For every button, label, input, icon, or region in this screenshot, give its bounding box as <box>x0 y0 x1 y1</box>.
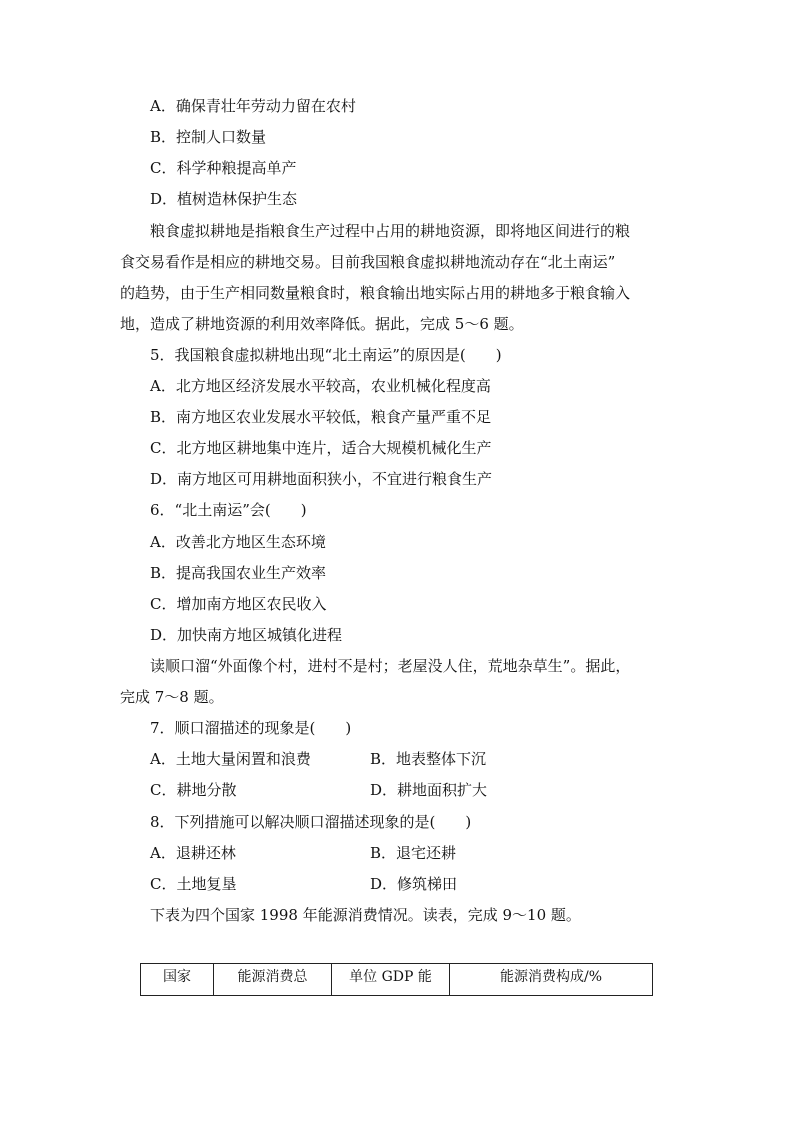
table-header-cell: 国家 <box>141 964 214 996</box>
q4-option-a: A．确保青壮年劳动力留在农村 <box>150 97 356 115</box>
q8-option-b: B．退宅还耕 <box>370 844 457 862</box>
passage1-line: 粮食虚拟耕地是指粮食生产过程中占用的耕地资源，即将地区间进行的粮 <box>150 222 631 240</box>
q5-stem: 5．我国粮食虚拟耕地出现“北土南运”的原因是( ) <box>150 346 502 364</box>
energy-table <box>140 963 653 996</box>
table-header-cell: 能源消费构成/% <box>450 964 653 996</box>
passage2-line: 完成 7～8 题。 <box>120 688 224 706</box>
table-header-row <box>141 964 653 996</box>
q4-option-c: C．科学种粮提高单产 <box>150 159 297 177</box>
q4-option-b: B．控制人口数量 <box>150 128 267 146</box>
q7-option-d: D．耕地面积扩大 <box>370 781 488 799</box>
passage1-line: 的趋势，由于生产相同数量粮食时，粮食输出地实际占用的耕地多于粮食输入 <box>120 284 631 302</box>
table-header-cell: 单位 GDP 能 <box>332 964 450 996</box>
q6-option-a: A．改善北方地区生态环境 <box>150 533 326 551</box>
q6-stem: 6．“北土南运”会( ) <box>150 501 307 519</box>
passage1-line: 食交易看作是相应的耕地交易。目前我国粮食虚拟耕地流动存在“北土南运” <box>120 253 616 271</box>
q8-stem: 8．下列措施可以解决顺口溜描述现象的是( ) <box>150 813 472 831</box>
q5-option-b: B．南方地区农业发展水平较低，粮食产量严重不足 <box>150 408 492 426</box>
q5-option-c: C．北方地区耕地集中连片，适合大规模机械化生产 <box>150 439 492 457</box>
q4-option-d: D．植树造林保护生态 <box>150 190 298 208</box>
q8-option-d: D．修筑梯田 <box>370 875 458 893</box>
q7-stem: 7．顺口溜描述的现象是( ) <box>150 719 352 737</box>
q7-option-a: A．土地大量闲置和浪费 <box>150 750 311 768</box>
table-header-cell: 能源消费总 <box>214 964 332 996</box>
passage1-line: 地，造成了耕地资源的利用效率降低。据此，完成 5～6 题。 <box>120 315 524 333</box>
table-intro: 下表为四个国家 1998 年能源消费情况。读表，完成 9～10 题。 <box>150 906 581 924</box>
q8-option-a: A．退耕还林 <box>150 844 236 862</box>
q5-option-d: D．南方地区可用耕地面积狭小，不宜进行粮食生产 <box>150 470 493 488</box>
q6-option-b: B．提高我国农业生产效率 <box>150 564 327 582</box>
passage2-line: 读顺口溜“外面像个村，进村不是村；老屋没人住，荒地杂草生”。据此， <box>150 657 631 675</box>
q5-option-a: A．北方地区经济发展水平较高，农业机械化程度高 <box>150 377 491 395</box>
q7-option-b: B．地表整体下沉 <box>370 750 487 768</box>
q6-option-c: C．增加南方地区农民收入 <box>150 595 327 613</box>
q6-option-d: D．加快南方地区城镇化进程 <box>150 626 343 644</box>
q8-option-c: C．土地复垦 <box>150 875 237 893</box>
q7-option-c: C．耕地分散 <box>150 781 237 799</box>
